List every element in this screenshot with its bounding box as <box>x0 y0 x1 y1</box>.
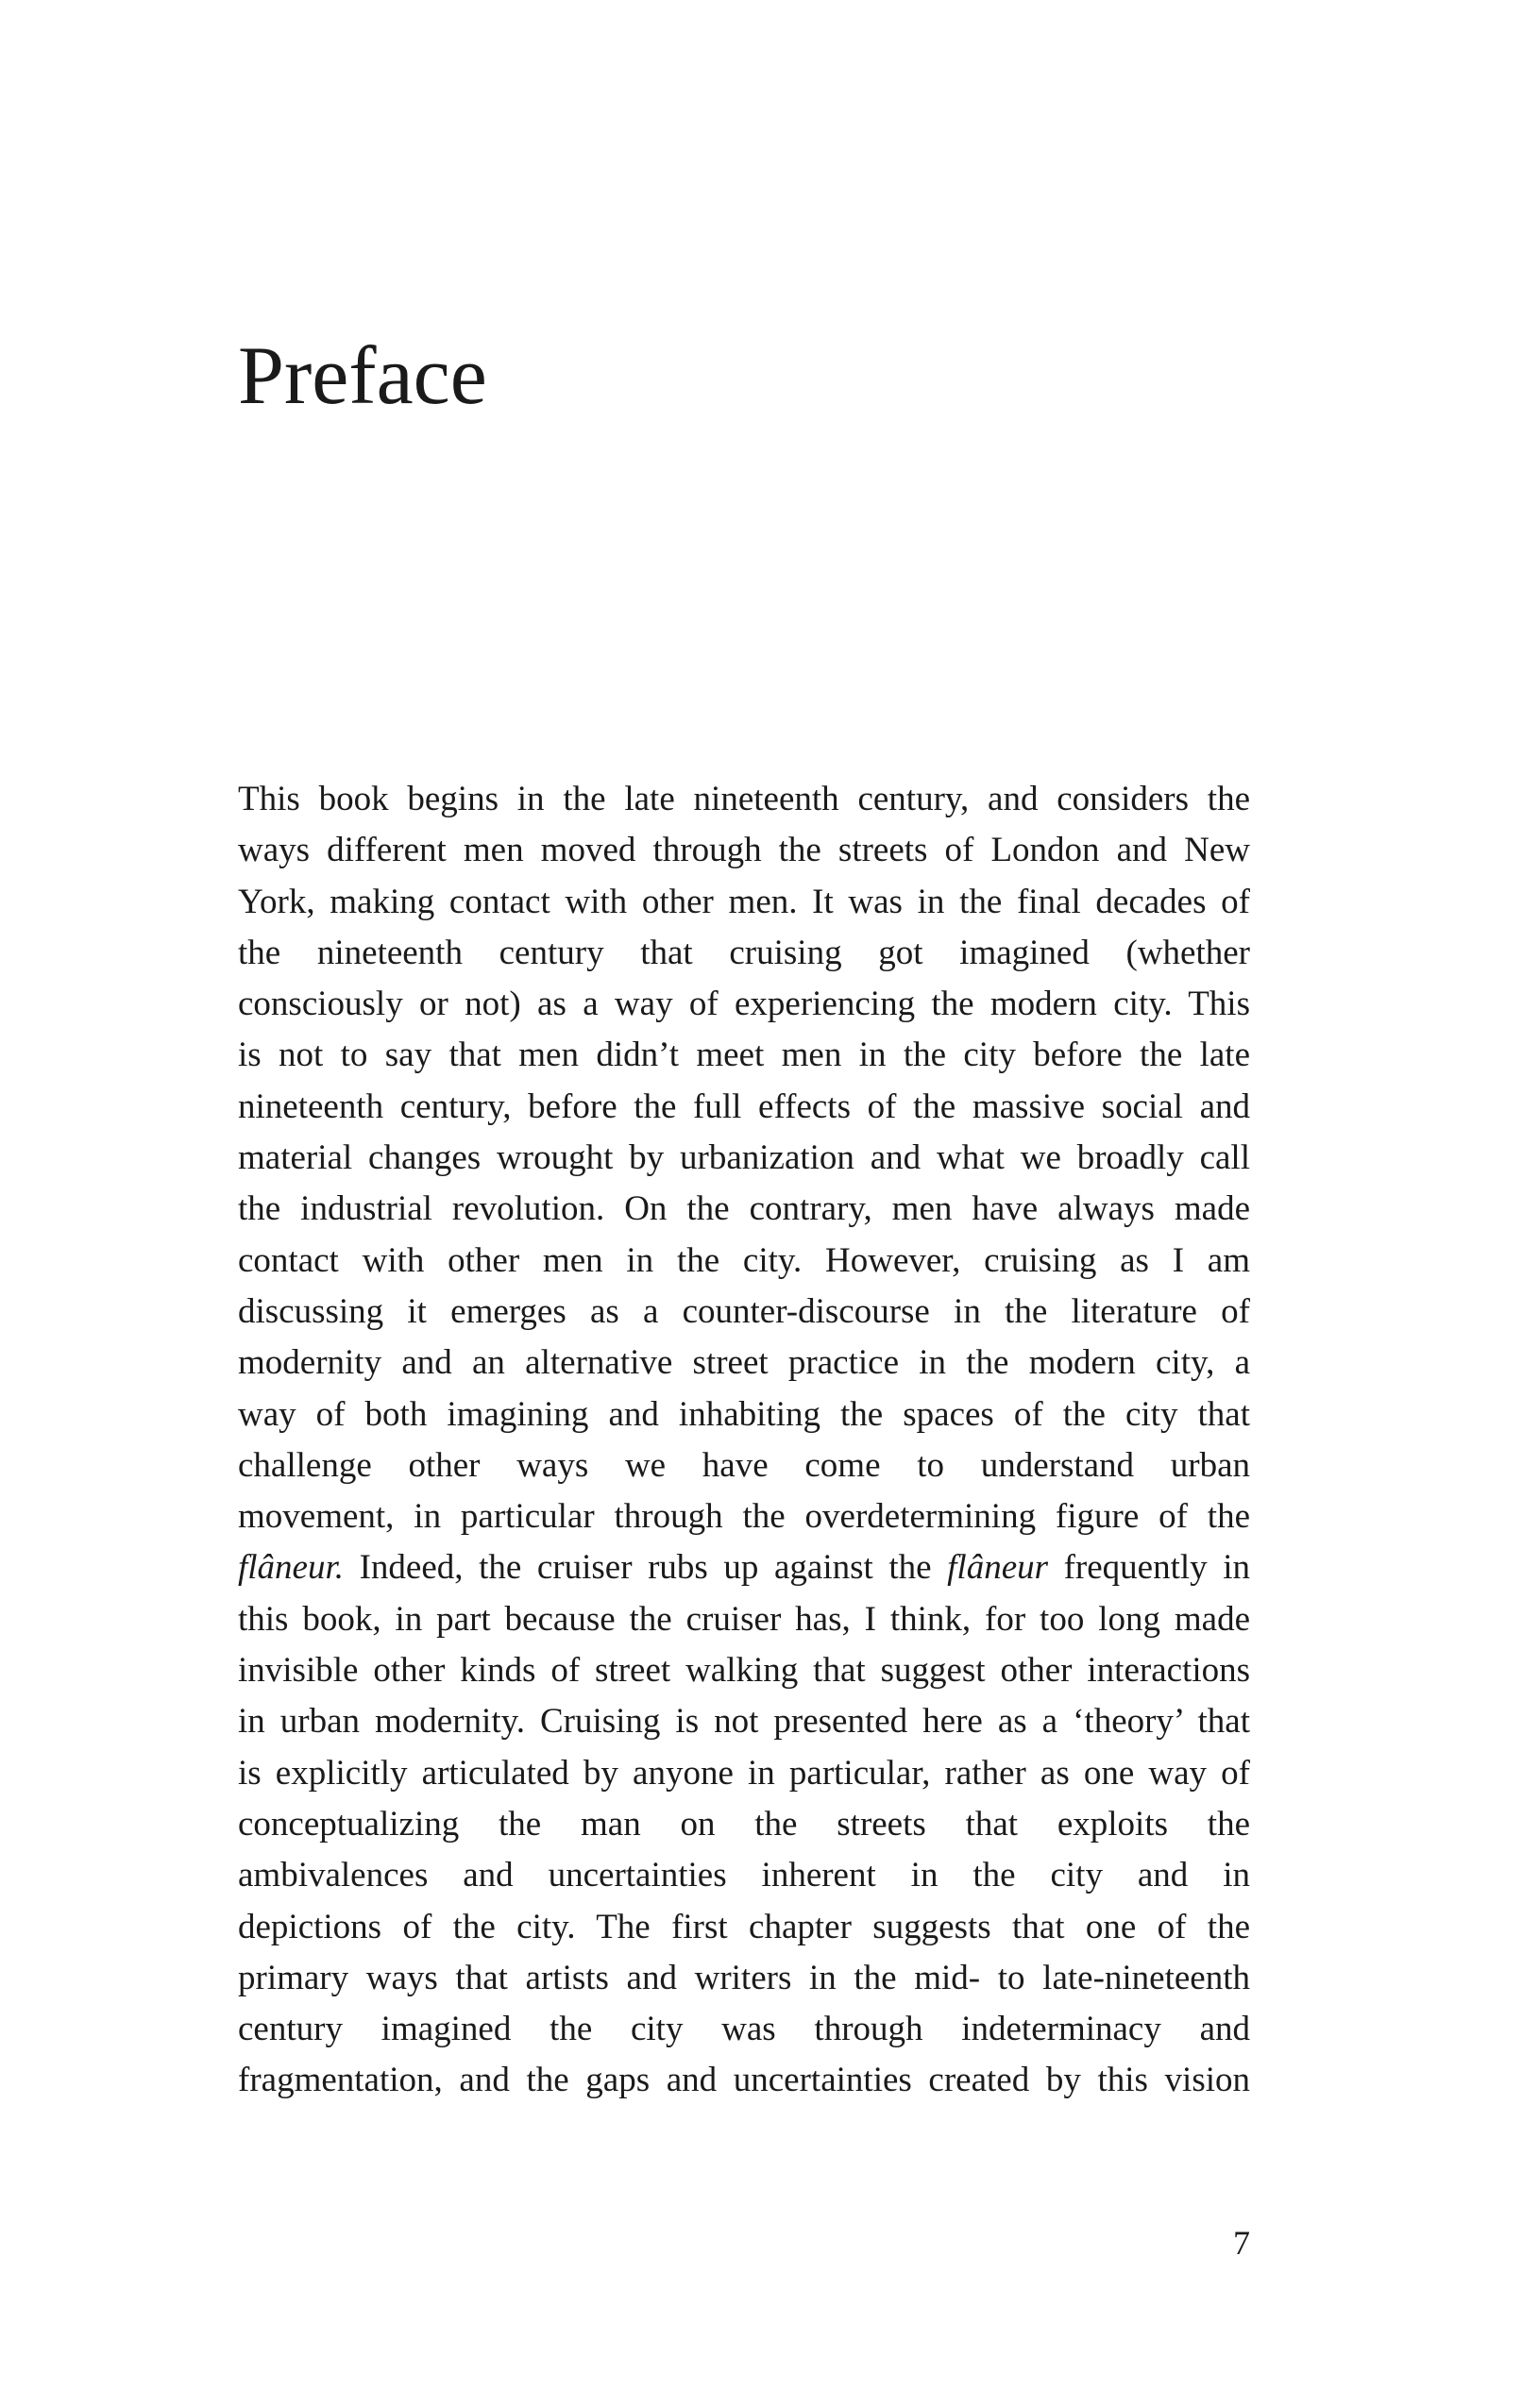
text-line: fragmentation, and the gaps and uncertainties created by this vision <box>238 2061 1250 2100</box>
text-line: depictions of the city. The first chapter suggests that one of the <box>238 1907 1250 1946</box>
text-segment: frequently in <box>1048 1548 1251 1588</box>
text-line: conceptualizing the man on the streets that exploits the <box>238 1804 1250 1844</box>
text-line: ambivalences and uncertainties inherent in the city and in <box>238 1856 1250 1895</box>
page-number: 7 <box>1233 2224 1250 2262</box>
text-line: is not to say that men didn’t meet men in the city before the late <box>238 1036 1250 1075</box>
text-line: York, making contact with other men. It was in the final decades of <box>238 882 1250 921</box>
text-line: ways different men moved through the streets of London and New <box>238 831 1250 870</box>
text-line: movement, in particular through the overdetermining figure of the <box>238 1497 1250 1537</box>
text-line: This book begins in the late nineteenth century, and considers the <box>238 780 1250 818</box>
text-line: consciously or not) as a way of experiencing the modern city. This <box>238 985 1250 1024</box>
text-line: contact with other men in the city. However, cruising as I am <box>238 1240 1250 1280</box>
text-line: primary ways that artists and writers in the mid- to late-nineteenth <box>238 1958 1250 1997</box>
italic-term: flâneur <box>947 1548 1049 1588</box>
text-line: the industrial revolution. On the contrary, men have always made <box>238 1189 1250 1229</box>
text-line: challenge other ways we have come to understand urban <box>238 1445 1250 1485</box>
text-line: is explicitly articulated by anyone in particular, rather as one way of <box>238 1753 1250 1793</box>
italic-term: flâneur. <box>238 1548 345 1588</box>
text-line: modernity and an alternative street practice in the modern city, a <box>238 1343 1250 1383</box>
text-line: this book, in part because the cruiser has, I think, for too long made <box>238 1599 1250 1639</box>
preface-paragraph <box>238 774 1250 2107</box>
text-segment: Indeed, the cruiser rubs up against the <box>344 1548 948 1588</box>
text-line: in urban modernity. Cruising is not presented here as a ‘theory’ that <box>238 1702 1250 1742</box>
text-line: nineteenth century, before the full effects of the massive social and <box>238 1086 1250 1126</box>
text-line: century imagined the city was through indeterminacy and <box>238 2010 1250 2049</box>
text-line-with-italics <box>238 1542 1250 1593</box>
text-line: discussing it emerges as a counter-discourse in the literature of <box>238 1291 1250 1331</box>
text-line: way of both imagining and inhabiting the spaces of the city that <box>238 1394 1250 1434</box>
text-line: material changes wrought by urbanization and what we broadly call <box>238 1138 1250 1178</box>
text-line: invisible other kinds of street walking that suggest other interactions <box>238 1651 1250 1691</box>
text-line: the nineteenth century that cruising got imagined (whether <box>238 933 1250 972</box>
chapter-title: Preface <box>238 330 487 422</box>
